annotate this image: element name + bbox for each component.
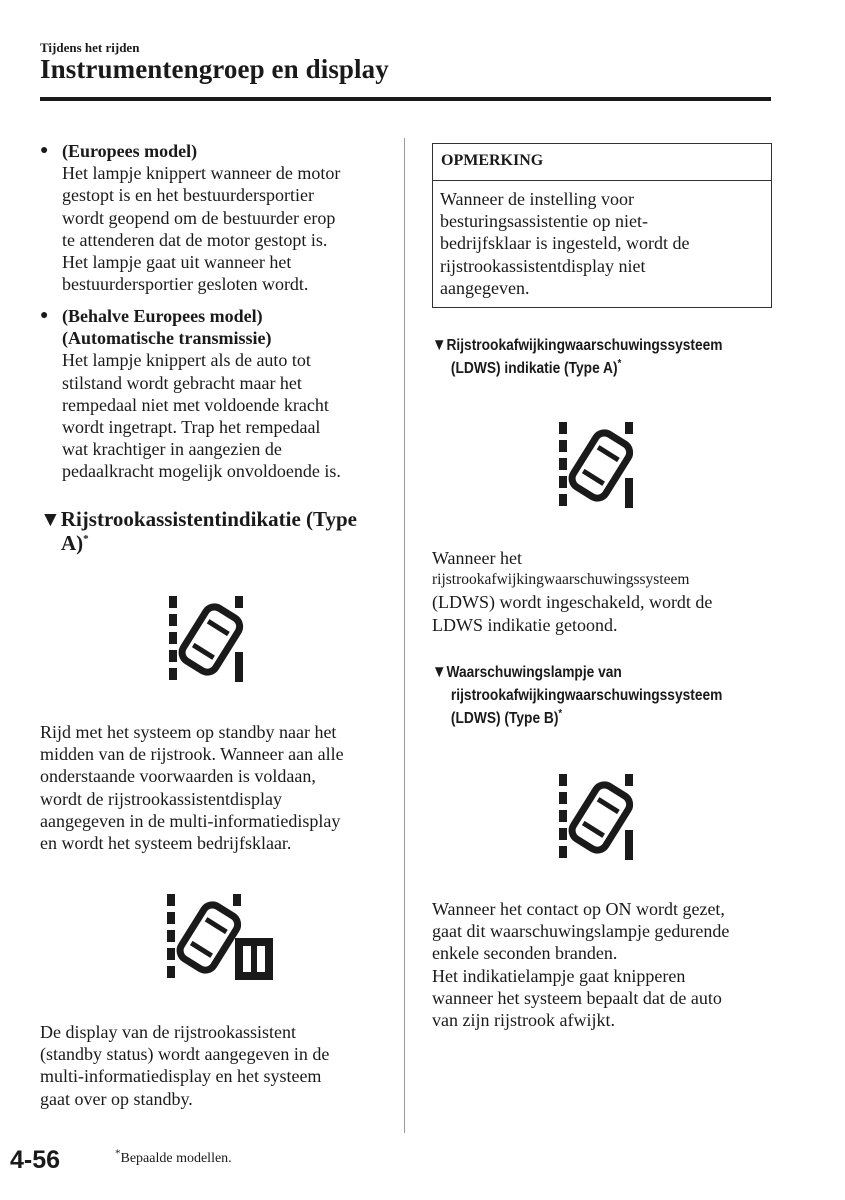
heading-text: rijstrookafwijkingwaarschuwingssysteem: [450, 687, 723, 704]
text-line: enkele seconden branden.: [432, 943, 618, 964]
footnote: [115, 1147, 232, 1167]
text-line: te attenderen dat de motor gestopt is.: [62, 229, 328, 250]
text-line: bestuurdersportier gesloten wordt.: [62, 274, 309, 295]
text-line: Wanneer de instelling voor: [440, 189, 634, 209]
paragraph-standby-conditions: [40, 721, 390, 854]
text-line: De display van de rijstrookassistent: [40, 1022, 296, 1042]
paragraph-standby-display: [40, 1021, 390, 1110]
text-line: rempedaal niet met voldoende kracht: [62, 394, 329, 415]
text-line: wordt geopend om de bestuurder erop: [62, 207, 336, 228]
triangle-marker-icon: ▼: [40, 507, 61, 531]
heading-text: Rijstrookafwijkingwaarschuwingssysteem: [446, 337, 723, 354]
text-line: gaat dit waarschuwingslampje gedurende: [432, 921, 730, 942]
text-line: (LDWS) wordt ingeschakeld, wordt de: [432, 592, 713, 613]
note-header: [433, 144, 771, 181]
bullet-non-european-model: [40, 305, 341, 483]
text-line: stilstand wordt gebracht maar het: [62, 372, 302, 393]
text-line: Het lampje knippert wanneer de motor: [62, 163, 341, 184]
asterisk-icon: *: [83, 533, 89, 545]
bullet-heading: (Europees model): [62, 141, 198, 161]
page-number: 4-56: [10, 1146, 61, 1174]
text-line: multi-informatiedisplay en het systeem: [40, 1066, 322, 1087]
asterisk-icon: *: [617, 357, 622, 370]
heading-text: Waarschuwingslampje van: [446, 664, 622, 681]
text-line: van zijn rijstrook afwijkt.: [432, 1010, 615, 1031]
text-line: midden van de rijstrook. Wanneer aan alle: [40, 744, 344, 765]
text-line: onderstaande voorwaarden is voldaan,: [40, 766, 316, 787]
text-line: aangegeven in de multi-informatiedisplay: [40, 810, 341, 831]
triangle-marker-icon: ▼: [432, 662, 447, 681]
heading-text: A): [61, 531, 84, 555]
bullet-european-model: [40, 140, 340, 295]
text-line: bedrijfsklaar is ingesteld, wordt de: [440, 233, 690, 254]
text-line: Wanneer het contact op ON wordt gezet,: [432, 899, 725, 919]
text-line: wordt de rijstrookassistentdisplay: [40, 788, 282, 809]
paragraph-ldws-on: [432, 547, 772, 636]
text-line: gestopt is en het bestuurdersportier: [62, 185, 314, 206]
text-line: rijstrookafwijkingwaarschuwingssysteem: [432, 571, 690, 589]
heading-text: (LDWS) indikatie (Type A): [450, 360, 618, 377]
text-line: Het indikatielampje gaat knipperen: [432, 965, 686, 986]
ldws-type-b-warning-icon: [555, 770, 645, 865]
bullet-dot: ●: [40, 308, 49, 323]
text-line: wanneer het systeem bepaalt dat de auto: [432, 987, 722, 1008]
text-line: gaat over op standby.: [40, 1088, 193, 1109]
text-line: pedaalkracht mogelijk onvoldoende is.: [62, 461, 341, 482]
text-line: LDWS indikatie getoond.: [432, 614, 618, 635]
heading-text: Rijstrookassistentindikatie (Type: [60, 507, 357, 531]
asterisk-icon: *: [558, 707, 563, 720]
asterisk-icon: *: [115, 1147, 121, 1160]
bullet-dot: ●: [40, 143, 49, 158]
footnote-text: Bepaalde modellen.: [120, 1151, 232, 1166]
column-divider: [404, 138, 405, 1133]
heading-ldws-warning-type-b: [432, 660, 722, 730]
text-line: Rijd met het systeem op standby naar het: [40, 722, 337, 742]
bullet-subheading: (Automatische transmissie): [62, 328, 272, 349]
text-line: rijstrookassistentdisplay niet: [440, 255, 646, 276]
text-line: Wanneer het: [432, 548, 522, 568]
text-line: Het lampje knippert als de auto tot: [62, 350, 311, 371]
heading-text: (LDWS) (Type B): [450, 710, 559, 727]
note-heading: OPMERKING: [441, 152, 544, 169]
note-box: [432, 143, 772, 308]
text-line: wordt ingetrapt. Trap het rempedaal: [62, 417, 321, 438]
triangle-marker-icon: ▼: [432, 335, 447, 354]
bullet-heading: (Behalve Europees model): [62, 306, 263, 326]
text-line: (standby status) wordt aangegeven in de: [40, 1044, 330, 1065]
section-label: Tijdens het rijden: [40, 40, 140, 55]
paragraph-warning-light: [432, 898, 772, 1031]
text-line: en wordt het systeem bedrijfsklaar.: [40, 833, 292, 854]
header-rule: [40, 97, 771, 101]
heading-ldws-type-a: [432, 333, 723, 380]
lane-assist-car-icon: [165, 592, 255, 687]
text-line: besturingsassistentie op niet-: [440, 211, 648, 232]
heading-lane-assist-type-a: [40, 507, 390, 555]
lane-assist-standby-icon: [163, 890, 278, 985]
text-line: aangegeven.: [440, 277, 530, 298]
ldws-type-a-icon: [555, 418, 645, 513]
text-line: Het lampje gaat uit wanneer het: [62, 252, 292, 273]
text-line: wat krachtiger in aangezien de: [62, 439, 282, 460]
page-title: Instrumentengroep en display: [40, 54, 389, 84]
note-body: [440, 188, 765, 299]
